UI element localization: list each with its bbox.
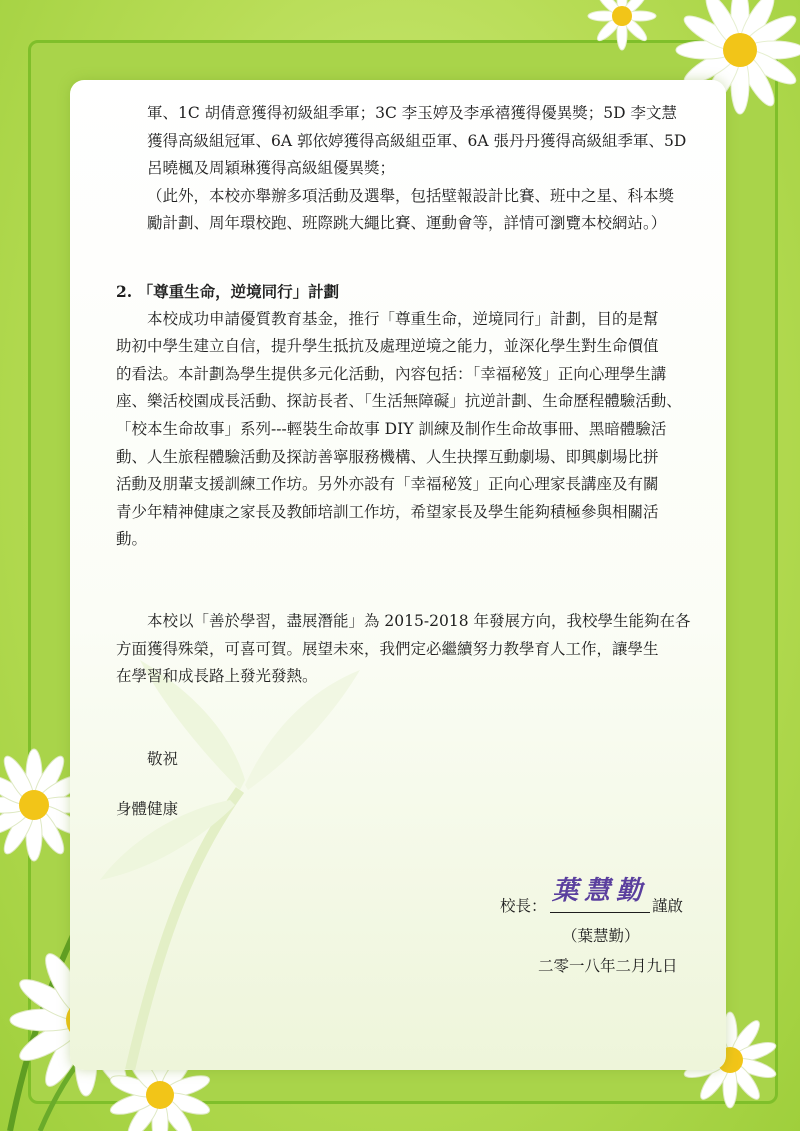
text-line: 青少年精神健康之家長及教師培訓工作坊，希望家長及學生能夠積極參與相關活 bbox=[116, 502, 659, 521]
text-line: 勵計劃、周年環校跑、班際跳大繩比賽、運動會等，詳情可瀏覽本校網站。） bbox=[147, 214, 667, 233]
text-line: 活動及朋輩支援訓練工作坊。另外亦設有「幸福秘笈」正向心理家長講座及有關 bbox=[116, 475, 659, 494]
text-line: 動。 bbox=[116, 530, 148, 549]
section-2-heading: 2. 「尊重生命，逆境同行」計劃 bbox=[116, 282, 340, 301]
text-line: （此外，本校亦舉辦多項活動及選舉，包括壁報設計比賽、班中之星、科本獎 bbox=[147, 186, 675, 205]
greeting-text: 敬祝 bbox=[147, 750, 179, 768]
signature-block bbox=[500, 866, 700, 976]
text-line: 方面獲得殊榮，可喜可賀。展望未來，我們定必繼續努力教學育人工作，讓學生 bbox=[116, 639, 659, 658]
text-line: 動、人生旅程體驗活動及探訪善寧服務機構、人生抉擇互動劇場、即興劇場比拼 bbox=[116, 447, 659, 466]
signature-line bbox=[550, 912, 650, 913]
respectfully-label: 謹啟 bbox=[652, 897, 684, 915]
section-2 bbox=[116, 278, 688, 554]
text-line: 本校成功申請優質教育基金，推行「尊重生命，逆境同行」計劃，目的是幫 bbox=[147, 309, 659, 328]
letter-date: 二零一八年二月九日 bbox=[538, 957, 678, 975]
principal-name: （葉慧勤） bbox=[562, 927, 640, 945]
awards-continuation-paragraph bbox=[147, 100, 692, 238]
handwritten-signature bbox=[550, 870, 650, 907]
text-line: 軍、1C 胡倩意獲得初級組季軍；3C 李玉婷及李承禧獲得優異獎；5D 李文慧 bbox=[147, 104, 678, 122]
wish-text: 身體健康 bbox=[116, 800, 179, 818]
text-line: 獲得高級組冠軍、6A 郭依婷獲得高級組亞軍、6A 張丹丹獲得高級組季軍、5D bbox=[147, 131, 687, 150]
faded-flower-watermark-icon bbox=[70, 640, 470, 1070]
signature-text: 葉慧勤 bbox=[551, 876, 648, 906]
closing-paragraph bbox=[116, 608, 691, 691]
text-line: 的看法。本計劃為學生提供多元化活動，內容包括：「幸福秘笈」正向心理學生講 bbox=[116, 364, 667, 383]
text-line: 本校以「善於學習，盡展潛能」為 2015-2018 年發展方向，我校學生能夠在各 bbox=[147, 612, 691, 630]
principal-label: 校長： bbox=[500, 897, 547, 915]
text-line: 呂曉楓及周穎琳獲得高級組優異獎； bbox=[147, 159, 396, 178]
text-line: 助初中學生建立自信，提升學生抵抗及處理逆境之能力，並深化學生對生命價值 bbox=[116, 337, 659, 356]
text-line: 座、樂活校園成長活動、探訪長者、「生活無障礙」抗逆計劃、生命歷程體驗活動、 bbox=[116, 392, 682, 411]
text-line: 在學習和成長路上發光發熱。 bbox=[116, 667, 318, 686]
text-line: 「校本生命故事」系列---輕裝生命故事 DIY 訓練及制作生命故事冊、黑暗體驗活 bbox=[116, 419, 667, 438]
